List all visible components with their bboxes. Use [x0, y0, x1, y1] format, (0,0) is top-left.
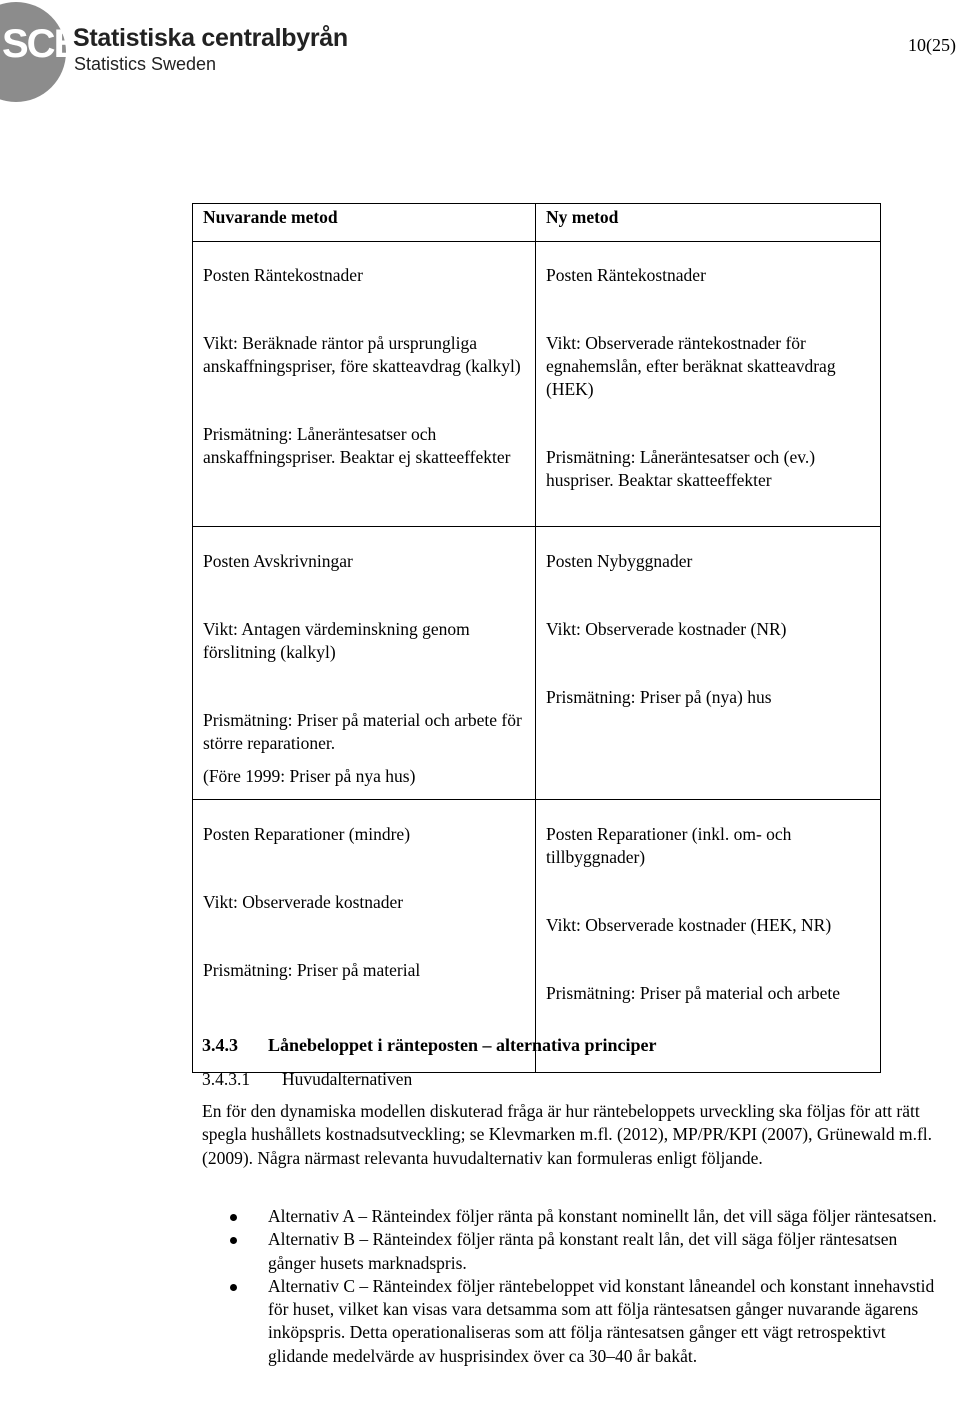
table-header-row — [193, 204, 881, 242]
list-item — [202, 1228, 942, 1275]
bullet-icon — [230, 1237, 237, 1244]
weight-text: Vikt: Beräknade räntor på ursprungliga anskaffningspriser, före skatteavdrag (kalkyl) — [203, 333, 521, 376]
price-measurement-text: Prismätning: Priser på material — [203, 960, 421, 980]
price-measurement-text: Prismätning: Priser på material och arbete för större reparationer. — [203, 710, 522, 753]
list-item — [202, 1275, 942, 1368]
weight-text: Vikt: Observerade kostnader (HEK, NR) — [546, 915, 832, 935]
scb-logo-text: SCB — [2, 22, 81, 66]
item-title: Posten Nybyggnader — [546, 551, 693, 571]
note-before-1999: (Före 1999: Priser på nya hus) — [203, 766, 416, 786]
alternative-text: Alternativ A – Ränteindex följer ränta på konstant nominellt lån, det vill säga följer räntesatsen. — [268, 1206, 937, 1226]
organization-name-english: Statistics Sweden — [74, 54, 217, 74]
subsection-title: Huvudalternativen — [282, 1069, 413, 1089]
section-heading — [202, 1034, 656, 1056]
intro-paragraph: En för den dynamiska modellen diskuterad fråga är hur räntebeloppets urveckling ska följas för att rätt spegla hushållets kostnadsutveckling; se Klevmarken m.fl. (2012), MP/PR/KPI (2007), Grünewald m.fl. (2009). Några närmast relevanta huvudalternativ kan formuleras enligt följande. — [202, 1101, 933, 1168]
list-item — [202, 1205, 942, 1228]
alternatives-list — [202, 1205, 942, 1368]
price-measurement-text: Prismätning: Priser på (nya) hus — [546, 687, 772, 707]
item-title: Posten Reparationer (inkl. om- och tillbyggnader) — [546, 824, 792, 867]
cell-new-repairs — [536, 800, 881, 1073]
organization-name: Statistiska centralbyrån — [73, 24, 348, 52]
column-header-current-method: Nuvarande metod — [193, 204, 536, 242]
scb-logo — [0, 2, 81, 102]
table-row-repairs — [193, 800, 881, 1073]
table-row-depreciation — [193, 527, 881, 800]
alternative-text: Alternativ B – Ränteindex följer ränta på konstant realt lån, det vill säga följer räntesatsen gånger husets marknadspris. — [268, 1229, 898, 1273]
bullet-icon — [230, 1214, 237, 1221]
subsection-heading — [202, 1068, 412, 1090]
cell-current-depreciation — [193, 527, 536, 800]
section-title: Lånebeloppet i ränteposten – alternativa principer — [268, 1035, 657, 1055]
method-comparison-table — [192, 203, 881, 1073]
alternative-text: Alternativ C – Ränteindex följer räntebeloppet vid konstant låneandel och konstant innehavstid för huset, vilket kan visas vara detsamma som att följa räntesatsen gånger nuvarande ägarens inköpspris. Detta operationaliseras som att följa räntesatsen gånger ett vägt retrospektivt glidande medelvärde av husprisindex över ca 30–40 år bakåt. — [268, 1275, 935, 1366]
bullet-icon — [230, 1284, 237, 1291]
cell-current-interest — [193, 242, 536, 527]
weight-text: Vikt: Observerade räntekostnader för egnahemslån, efter beräknat skatteavdrag (HEK) — [546, 333, 836, 399]
item-title: Posten Avskrivningar — [203, 551, 353, 571]
cell-new-construction — [536, 527, 881, 800]
weight-text: Vikt: Antagen värdeminskning genom förslitning (kalkyl) — [203, 619, 470, 662]
column-header-new-method: Ny metod — [536, 204, 881, 242]
item-title: Posten Reparationer (mindre) — [203, 824, 411, 844]
weight-text: Vikt: Observerade kostnader — [203, 892, 404, 912]
price-measurement-text: Prismätning: Priser på material och arbete — [546, 983, 841, 1003]
price-measurement-text: Prismätning: Låneräntesatser och anskaffningspriser. Beaktar ej skatteeffekter — [203, 424, 511, 467]
item-title: Posten Räntekostnader — [546, 265, 706, 285]
table-row-interest — [193, 242, 881, 527]
cell-current-repairs — [193, 800, 536, 1073]
item-title: Posten Räntekostnader — [203, 265, 363, 285]
price-measurement-text: Prismätning: Låneräntesatser och (ev.) huspriser. Beaktar skatteeffekter — [546, 447, 816, 490]
weight-text: Vikt: Observerade kostnader (NR) — [546, 619, 787, 639]
section-number: 3.4.3 — [202, 1035, 238, 1055]
page-number: 10(25) — [908, 35, 956, 55]
cell-new-interest — [536, 242, 881, 527]
subsection-number: 3.4.3.1 — [202, 1069, 251, 1089]
